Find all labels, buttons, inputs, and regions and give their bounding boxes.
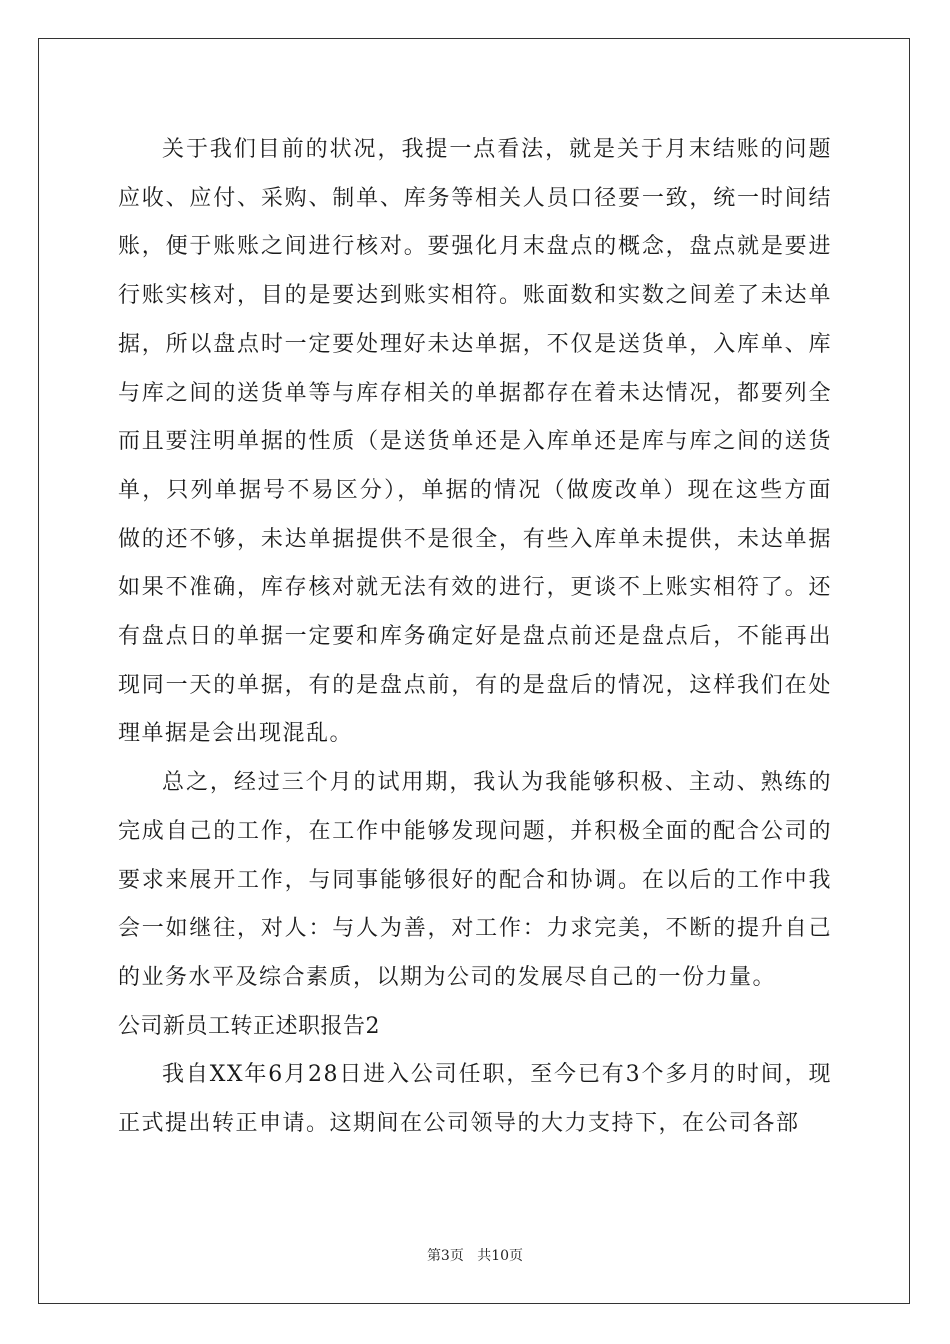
section-heading: 公司新员工转正述职报告2 — [118, 1013, 380, 1039]
paragraph-month-end-closing: 关于我们目前的状况，我提一点看法，就是关于月末结账的问题应收、应付、采购、制单、库务等相关人员口径要一致，统一时间结账，便于账账之间进行核对。要强化月末盘点的概念，盘点就是要进行账实核对，目的是要达到账实相符。账面数和实数之间差了未达单据，所以盘点时一定要处理好未达单据，不仅是送货单，入库单、库与库之间的送货单等与库存相关的单据都存在着未达情况，都要列全而且要注明单据的性质（是送货单还是入库单还是库与库之间的送货单，只列单据号不易区分），单据的情况（做废改单）现在这些方面做的还不够，未达单据提供不是很全，有些入库单未提供，未达单据如果不准确，库存核对就无法有效的进行，更谈不上账实相符了。还有盘点日的单据一定要和库务确定好是盘点前还是盘点后，不能再出现同一天的单据，有的是盘点前，有的是盘后的情况，这样我们在处理单据是会出现混乱。 — [118, 137, 832, 747]
document-body — [118, 126, 832, 1149]
total-pages: 共10页 — [477, 1248, 524, 1264]
page-number: 第3页 — [426, 1248, 464, 1264]
paragraph-summary: 总之，经过三个月的试用期，我认为我能够积极、主动、熟练的完成自己的工作，在工作中能够发现问题，并积极全面的配合公司的要求来展开工作，与同事能够很好的配合和协调。在以后的工作中我会一如继往，对人：与人为善，对工作：力求完美，不断的提升自己的业务水平及综合素质，以期为公司的发展尽自己的一份力量。 — [118, 770, 832, 990]
paragraph-report-start: 我自XX年6月28日进入公司任职，至今已有3个多月的时间，现正式提出转正申请。这期间在公司领导的大力支持下，在公司各部 — [118, 1062, 832, 1137]
page-footer — [0, 1245, 950, 1265]
